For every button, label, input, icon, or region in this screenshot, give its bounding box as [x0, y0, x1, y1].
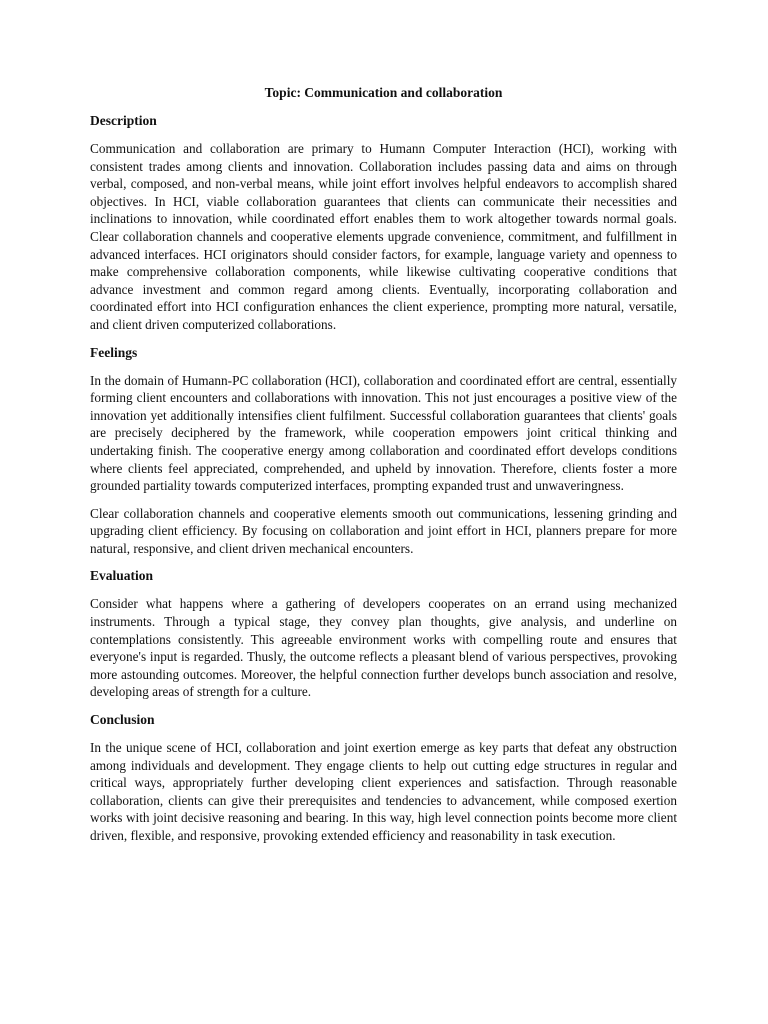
section-heading-conclusion: Conclusion	[90, 712, 155, 728]
document-title: Topic: Communication and collaboration	[264, 85, 503, 100]
section-heading-evaluation: Evaluation	[90, 568, 154, 584]
section-heading-feelings: Feelings	[90, 344, 138, 360]
conclusion-paragraph: In the unique scene of HCI, collaboration and joint exertion emerge as key parts that defeat any obstruction among individuals and development. They engage clients to help out cutting edge structures in regular and critical ways, appropriately further developing client experiences and satisfaction. Through reasonable collaboration, clients can give their prerequisites and tendencies to advancement, while composed exertion works with joint decisive reasoning and bearing. In this way, high level connection points become more client driven, flexible, and responsive, provoking extended efficiency and reasonability in task execution.	[90, 740, 677, 843]
section-heading-description: Description	[90, 113, 157, 128]
document-page	[90, 84, 677, 855]
evaluation-paragraph: Consider what happens where a gathering of developers cooperates on an errand using mechanized instruments. Through a typical stage, they convey plan thoughts, give analysis, and underline on contemplations consistently. This agreeable environment works with compelling route and ensures that everyone's input is regarded. Thusly, the outcome reflects a pleasant blend of various perspectives, provoking more astounding outcomes. Moreover, the helpful connection further develops bunch association and resolve, developing areas of strength for a culture.	[90, 596, 677, 700]
feelings-paragraph-2: Clear collaboration channels and cooperative elements smooth out communications, lessening grinding and upgrading client efficiency. By focusing on collaboration and joint effort in HCI, planners prepare for more natural, responsive, and client driven mechanical encounters.	[90, 505, 677, 556]
description-paragraph: Communication and collaboration are primary to Humann Computer Interaction (HCI), working with consistent trades among clients and innovation. Collaboration includes passing data and aims on through verbal, composed, and non-verbal means, while joint effort involves helpful endeavors to accomplish shared objectives. In HCI, viable collaboration guarantees that clients can communicate their necessities and inclinations to innovation, while coordinated effort enables them to work altogether towards normal goals. Clear collaboration channels and cooperative elements upgrade convenience, commitment, and fulfillment in advanced interfaces. HCI originators should consider factors, for example, language variety and openness to make comprehensive collaboration components, while likewise cultivating cooperative conditions that advance investment and common regard among clients. Eventually, incorporating collaboration and coordinated effort into HCI configuration enhances the client experience, prompting more natural, versatile, and client driven computerized collaborations.	[90, 141, 677, 332]
feelings-paragraph-1: In the domain of Humann-PC collaboration (HCI), collaboration and coordinated effort are central, essentially forming client encounters and collaborations with innovation. This not just encourages a positive view of the innovation yet additionally intensifies client fulfilment. Successful collaboration guarantees that clients' goals are precisely deciphered by the framework, while cooperation empowers joint critical thinking and undertaking finish. The cooperative energy among collaboration and coordinated effort develops conditions where clients feel appreciated, comprehended, and upheld by innovation. Therefore, clients foster a more grounded partiality towards computerized interfaces, prompting expanded trust and unwaveringness.	[90, 372, 677, 494]
